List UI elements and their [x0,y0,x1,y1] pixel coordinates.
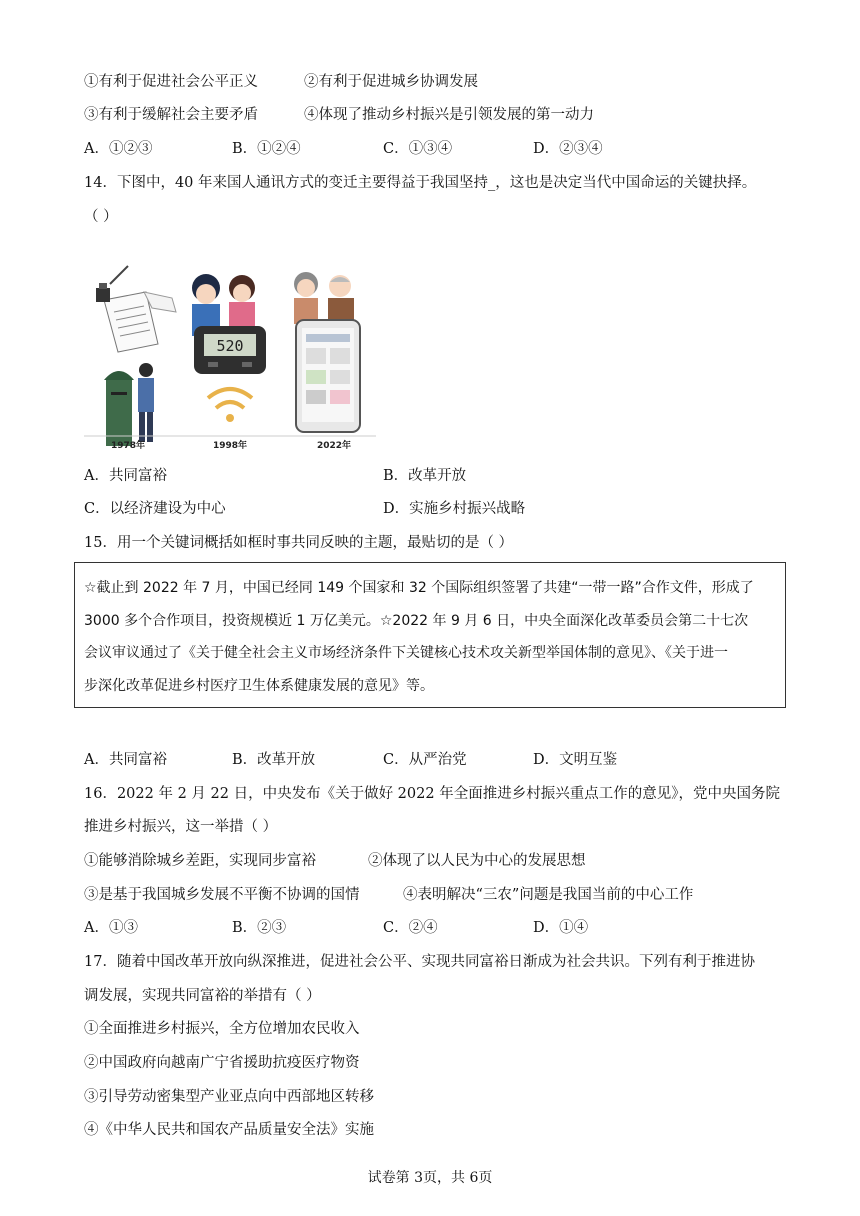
page-footer: 试卷第 3页，共 6页 [367,1170,493,1186]
q15-option-c: C．从严治党 [383,752,467,768]
mailbox-icon [104,371,134,446]
q15-box-line-1: ☆截止到 2022 年 7 月，中国已经同 149 个国家和 32 个国际组织签署了共建“一带一路”合作文件，形成了 [84,580,754,596]
q13-statement-1: ①有利于促进社会公平正义 [84,74,258,90]
q13-statement-4: ④体现了推动乡村振兴是引领发展的第一动力 [304,107,594,123]
q16-statement-3: ③是基于我国城乡发展不平衡不协调的国情 [84,887,360,903]
q14-option-d: D．实施乡村振兴战略 [383,501,526,517]
q15-option-a: A．共同富裕 [84,752,167,768]
q16-option-b: B．②③ [232,920,287,936]
q15-option-d: D．文明互鉴 [533,752,618,768]
year-label-2022: 2022年 [316,441,352,450]
q14-question: 14．下图中，40 年来国人通讯方式的变迁主要得益于我国坚持_，这也是决定当代中国命运的关键抉择。 [84,175,757,191]
q15-question: 15．用一个关键词概括如框时事共同反映的主题，最贴切的是（ ） [84,535,514,551]
pager-icon [194,326,266,374]
q15-option-b: B．改革开放 [232,752,316,768]
communication-evolution-image [84,262,376,450]
q14-option-a: A．共同富裕 [84,468,167,484]
q13-option-d: D．②③④ [533,141,603,157]
q13-statement-2: ②有利于促进城乡协调发展 [304,74,478,90]
q17-statement-4: ④《中华人民共和国农产品质量安全法》实施 [84,1122,374,1138]
letter-icon [104,292,176,352]
svg-text:520: 520 [216,337,244,355]
q13-option-c: C．①③④ [383,141,453,157]
signal-waves-icon [208,389,252,422]
q16-option-c: C．②④ [383,920,438,936]
year-label-1998: 1998年 [212,441,248,450]
q16-statement-2: ②体现了以人民为中心的发展思想 [368,853,586,869]
q13-option-a: A．①②③ [84,141,153,157]
q15-box-line-4: 步深化改革促进乡村医疗卫生体系健康发展的意见》等。 [84,678,434,694]
q17-statement-1: ①全面推进乡村振兴，全方位增加农民收入 [84,1021,360,1037]
q15-box-line-3: 会议审议通过了《关于健全社会主义市场经济条件下关键核心技术攻关新型举国体制的意见》、《关于进一 [84,645,728,661]
elderly-couple-icon [294,272,354,324]
q15-news-box [74,562,786,708]
q17-question-line-1: 17．随着中国改革开放向纵深推进，促进社会公平、实现共同富裕日渐成为社会共识。下列有利于推进协 [84,954,755,970]
q16-option-a: A．①③ [84,920,138,936]
q13-option-b: B．①②④ [232,141,301,157]
q15-box-line-2: 3000 多个合作项目，投资规模近 1 万亿美元。☆2022 年 9 月 6 日，中央全面深化改革委员会第二十七次 [84,613,749,629]
year-label-1978: 1978年 [110,441,146,450]
q14-answer-bracket: （ ） [84,209,118,225]
q14-option-c: C．以经济建设为中心 [84,501,226,517]
q16-question-line-1: 16．2022 年 2 月 22 日，中央发布《关于做好 2022 年全面推进乡村振兴重点工作的意见》，党中央国务院 [84,786,780,802]
q17-statement-2: ②中国政府向越南广宁省援助抗疫医疗物资 [84,1055,360,1071]
q14-option-b: B．改革开放 [383,468,467,484]
q17-statement-3: ③引导劳动密集型产业亚点向中西部地区转移 [84,1089,374,1105]
q17-question-line-2: 调发展，实现共同富裕的举措有（ ） [84,988,321,1004]
person-mailing-icon [138,363,154,442]
q13-statement-3: ③有利于缓解社会主要矛盾 [84,107,258,123]
q16-option-d: D．①④ [533,920,589,936]
smartphone-icon [296,320,360,432]
q16-statement-1: ①能够消除城乡差距，实现同步富裕 [84,853,316,869]
q16-statement-4: ④表明解决“三农”问题是我国当前的中心工作 [403,887,694,903]
q16-question-line-2: 推进乡村振兴，这一举措（ ） [84,819,278,835]
